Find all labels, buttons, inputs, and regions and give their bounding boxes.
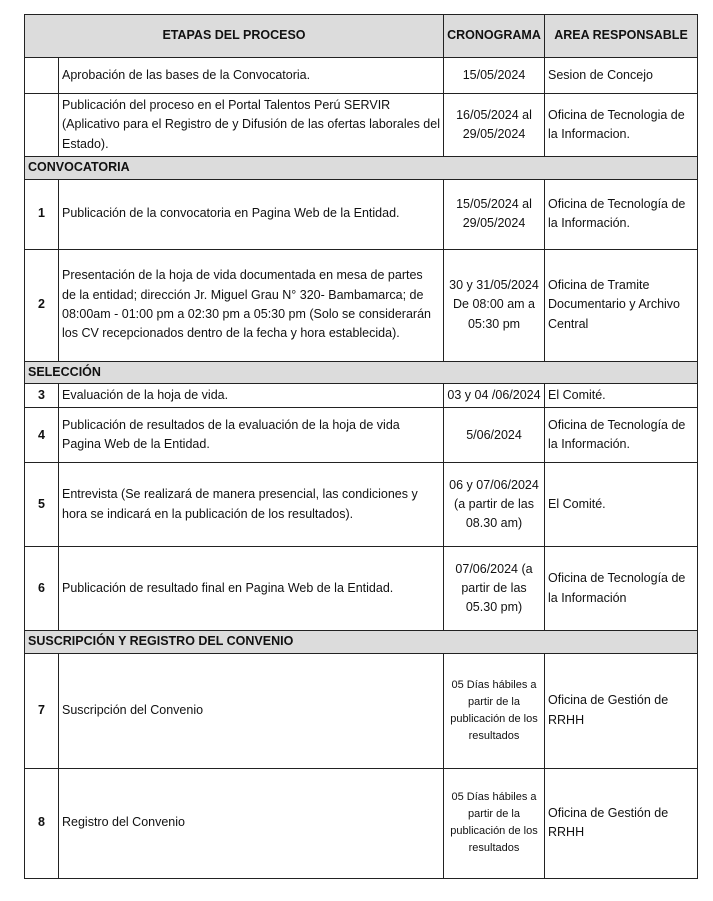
row-area: Oficina de Tramite Documentario y Archivo Central xyxy=(545,249,698,361)
table-row xyxy=(25,94,698,157)
row-number: 7 xyxy=(25,653,59,768)
row-number xyxy=(25,58,59,94)
row-stage: Aprobación de las bases de la Convocatoria. xyxy=(59,58,444,94)
row-number: 4 xyxy=(25,408,59,463)
row-schedule: 15/05/2024 xyxy=(444,58,545,94)
row-stage: Publicación de resultados de la evaluación de la hoja de vida Pagina Web de la Entidad. xyxy=(59,408,444,463)
row-area: Oficina de Tecnología de la Información. xyxy=(545,179,698,249)
row-number xyxy=(25,94,59,157)
table-row xyxy=(25,58,698,94)
row-area: El Comité. xyxy=(545,463,698,547)
row-stage: Publicación de la convocatoria en Pagina Web de la Entidad. xyxy=(59,179,444,249)
header-row xyxy=(25,15,698,58)
row-area: Oficina de Gestión de RRHH xyxy=(545,768,698,878)
table-row xyxy=(25,653,698,768)
row-stage: Entrevista (Se realizará de manera presencial, las condiciones y hora se indicará en la publicación de los resultados). xyxy=(59,463,444,547)
row-area: Oficina de Tecnología de la Información xyxy=(545,547,698,631)
row-schedule: 16/05/2024 al 29/05/2024 xyxy=(444,94,545,157)
row-stage: Publicación del proceso en el Portal Talentos Perú SERVIR (Aplicativo para el Registro de y Difusión de las ofertas laborales del Estado). xyxy=(59,94,444,157)
section-row xyxy=(25,157,698,179)
row-number: 1 xyxy=(25,179,59,249)
table-row xyxy=(25,408,698,463)
table-row xyxy=(25,383,698,407)
table-row xyxy=(25,249,698,361)
row-number: 5 xyxy=(25,463,59,547)
table-row xyxy=(25,179,698,249)
row-schedule: 05 Días hábiles a partir de la publicación de los resultados xyxy=(444,653,545,768)
row-schedule: 07/06/2024 (a partir de las 05.30 pm) xyxy=(444,547,545,631)
section-title: SELECCIÓN xyxy=(25,361,698,383)
row-area: Oficina de Tecnologia de la Informacion. xyxy=(545,94,698,157)
row-area: El Comité. xyxy=(545,383,698,407)
header-schedule: CRONOGRAMA xyxy=(444,15,545,58)
row-schedule: 5/06/2024 xyxy=(444,408,545,463)
table-row xyxy=(25,463,698,547)
row-schedule: 15/05/2024 al 29/05/2024 xyxy=(444,179,545,249)
row-stage: Presentación de la hoja de vida documentada en mesa de partes de la entidad; dirección Jr. Miguel Grau N° 320- Bambamarca; de 08:00am - 01:00 pm a 02:30 pm a 05:30 pm (Solo se considerarán los CV recepcionados dentro de la fecha y hora establecida). xyxy=(59,249,444,361)
row-schedule: 03 y 04 /06/2024 xyxy=(444,383,545,407)
row-stage: Suscripción del Convenio xyxy=(59,653,444,768)
row-stage: Publicación de resultado final en Pagina Web de la Entidad. xyxy=(59,547,444,631)
section-row xyxy=(25,631,698,653)
row-stage: Registro del Convenio xyxy=(59,768,444,878)
header-stages: ETAPAS DEL PROCESO xyxy=(25,15,444,58)
row-schedule: 05 Días hábiles a partir de la publicación de los resultados xyxy=(444,768,545,878)
row-number: 3 xyxy=(25,383,59,407)
row-number: 2 xyxy=(25,249,59,361)
header-area: AREA RESPONSABLE xyxy=(545,15,698,58)
row-area: Oficina de Gestión de RRHH xyxy=(545,653,698,768)
row-area: Sesion de Concejo xyxy=(545,58,698,94)
section-row xyxy=(25,361,698,383)
row-schedule: 06 y 07/06/2024 (a partir de las 08.30 am) xyxy=(444,463,545,547)
row-area: Oficina de Tecnología de la Información. xyxy=(545,408,698,463)
row-schedule: 30 y 31/05/2024 De 08:00 am a 05:30 pm xyxy=(444,249,545,361)
schedule-table xyxy=(24,14,698,879)
table-row xyxy=(25,547,698,631)
section-title: SUSCRIPCIÓN Y REGISTRO DEL CONVENIO xyxy=(25,631,698,653)
row-number: 6 xyxy=(25,547,59,631)
row-stage: Evaluación de la hoja de vida. xyxy=(59,383,444,407)
row-number: 8 xyxy=(25,768,59,878)
table-row xyxy=(25,768,698,878)
section-title: CONVOCATORIA xyxy=(25,157,698,179)
